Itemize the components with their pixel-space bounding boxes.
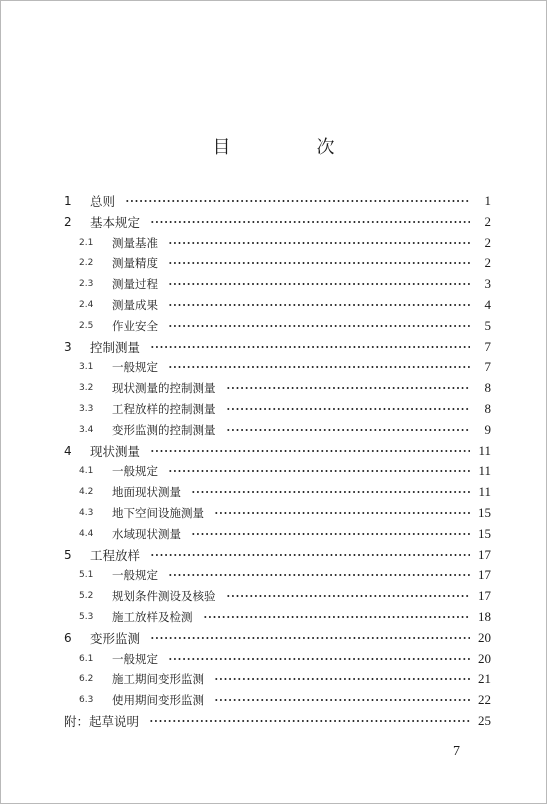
entry-number: 4.4 [79,528,94,539]
entry-page-number: 4 [484,297,491,312]
entry-label: 一般规定 [112,568,158,583]
toc-section-entry[interactable] [79,524,491,544]
entry-number: 4.1 [79,466,94,477]
entry-label: 测量精度 [112,256,158,271]
entry-number: 5.3 [79,612,94,622]
toc-section-entry[interactable] [79,399,491,419]
entry-number: 3.1 [79,362,94,373]
entry-label: 水域现状测量 [112,526,181,541]
entry-label: 附：起草说明 [64,714,140,729]
entry-number: 6.1 [79,653,94,664]
entry-number: 3 [64,339,72,354]
dot-leader [168,300,470,310]
entry-number: 2.3 [79,279,94,290]
dot-leader [168,570,470,580]
entry-page-number: 20 [478,650,491,666]
dot-leader [150,217,470,227]
dot-leader [214,695,470,705]
toc-chapter-entry[interactable] [64,212,491,232]
entry-number: 6.3 [79,695,94,706]
entry-number: 2.5 [79,320,94,331]
toc-section-entry[interactable] [79,253,491,273]
entry-label: 一般规定 [112,360,158,375]
toc-section-entry[interactable] [79,461,491,481]
entry-number: 4.2 [79,487,94,498]
entry-label: 测量基准 [112,235,158,250]
entry-number: 1 [64,194,72,208]
toc-section-entry[interactable] [79,607,491,627]
toc-chapter-entry[interactable] [64,545,491,565]
entry-number: 2.2 [79,258,94,269]
entry-label: 作业安全 [112,318,158,333]
dot-leader [168,466,470,476]
dot-leader [125,196,470,206]
toc-section-entry[interactable] [79,482,491,502]
toc-chapter-entry[interactable] [64,441,491,461]
entry-number: 5 [64,547,72,562]
entry-page-number: 2 [484,234,491,250]
entry-page-number: 3 [484,276,491,292]
entry-number: 6 [64,630,72,645]
entry-number: 6.2 [79,674,94,685]
dot-leader [226,425,471,435]
toc-section-entry[interactable] [79,503,491,523]
entry-number: 5.1 [79,570,94,581]
entry-label: 变形监测 [90,630,141,646]
entry-page-number: 17 [478,588,491,604]
dot-leader [214,674,470,684]
entry-number: 2.4 [79,300,94,310]
entry-page-number: 15 [478,525,491,541]
entry-page-number: 11 [478,442,491,458]
entry-page-number: 11 [478,463,491,479]
toc-chapter-entry[interactable] [64,337,491,357]
toc-section-entry[interactable] [79,357,491,377]
entry-number: 5.2 [79,591,94,602]
toc-chapter-entry[interactable] [64,711,491,731]
dot-leader [203,612,471,622]
entry-page-number: 17 [478,567,491,583]
dot-leader [168,362,470,372]
entry-page-number: 20 [478,629,491,645]
toc-chapter-entry[interactable] [64,191,491,211]
entry-page-number: 9 [484,421,491,437]
toc-section-entry[interactable] [79,316,491,336]
entry-label: 现状测量的控制测量 [112,381,216,396]
dot-leader [191,487,470,497]
entry-page-number: 1 [484,193,491,208]
entry-label: 施工放样及检测 [112,610,193,624]
toc-section-entry[interactable] [79,690,491,710]
entry-page-number: 15 [478,505,491,520]
entry-label: 测量成果 [112,298,158,312]
toc-section-entry[interactable] [79,274,491,294]
toc-title: 目 次 [212,137,369,158]
dot-leader [226,591,471,601]
entry-page-number: 25 [478,713,491,728]
dot-leader [168,238,470,248]
dot-leader [168,279,470,289]
dot-leader [214,508,470,518]
entry-number: 3.3 [79,404,94,414]
entry-number: 3.4 [79,424,94,435]
entry-page-number: 7 [484,338,491,354]
entry-number: 4.3 [79,508,94,518]
entry-label: 控制测量 [90,339,141,355]
entry-page-number: 21 [478,671,491,687]
dot-leader [168,654,470,664]
dot-leader [150,633,470,643]
entry-page-number: 2 [484,213,491,229]
entry-label: 变形监测的控制测量 [112,422,216,437]
toc-chapter-entry[interactable] [64,628,491,648]
entry-number: 3.2 [79,383,94,394]
entry-page-number: 8 [484,401,491,416]
entry-label: 规划条件测设及核验 [112,589,216,604]
dot-leader [150,550,470,560]
dot-leader [226,383,471,393]
entry-label: 地面现状测量 [112,485,181,500]
toc-section-entry[interactable] [79,420,491,440]
dot-leader [191,529,470,539]
dot-leader [149,716,470,726]
entry-number: 4 [64,443,72,458]
entry-label: 地下空间设施测量 [112,506,204,520]
toc-section-entry[interactable] [79,378,491,398]
entry-page-number: 2 [484,255,491,271]
entry-label: 一般规定 [112,651,158,666]
toc-section-entry[interactable] [79,233,491,253]
entry-page-number: 18 [478,609,491,624]
entry-label: 使用期间变形监测 [112,693,204,708]
dot-leader [168,321,470,331]
entry-label: 现状测量 [90,443,141,459]
dot-leader [150,446,470,456]
entry-number: 2.1 [79,237,94,248]
entry-label: 总则 [90,194,116,209]
dot-leader [150,342,470,352]
entry-page-number: 7 [484,359,491,375]
toc-section-entry[interactable] [79,669,491,689]
entry-page-number: 8 [484,380,491,396]
entry-number: 2 [64,214,72,229]
entry-label: 施工期间变形监测 [112,672,204,687]
entry-label: 工程放样 [90,547,141,563]
toc-section-entry[interactable] [79,649,491,669]
toc-section-entry[interactable] [79,565,491,585]
entry-label: 基本规定 [90,214,141,230]
dot-leader [168,258,470,268]
entry-label: 测量过程 [112,277,158,292]
toc-section-entry[interactable] [79,295,491,315]
toc-section-entry[interactable] [79,586,491,606]
entry-page-number: 5 [484,317,491,333]
entry-label: 一般规定 [112,464,158,479]
page-folio: 7 [453,744,460,759]
entry-label: 工程放样的控制测量 [112,402,216,416]
dot-leader [226,404,471,414]
entry-page-number: 17 [478,546,491,562]
entry-page-number: 22 [478,692,491,708]
entry-page-number: 11 [478,484,491,500]
